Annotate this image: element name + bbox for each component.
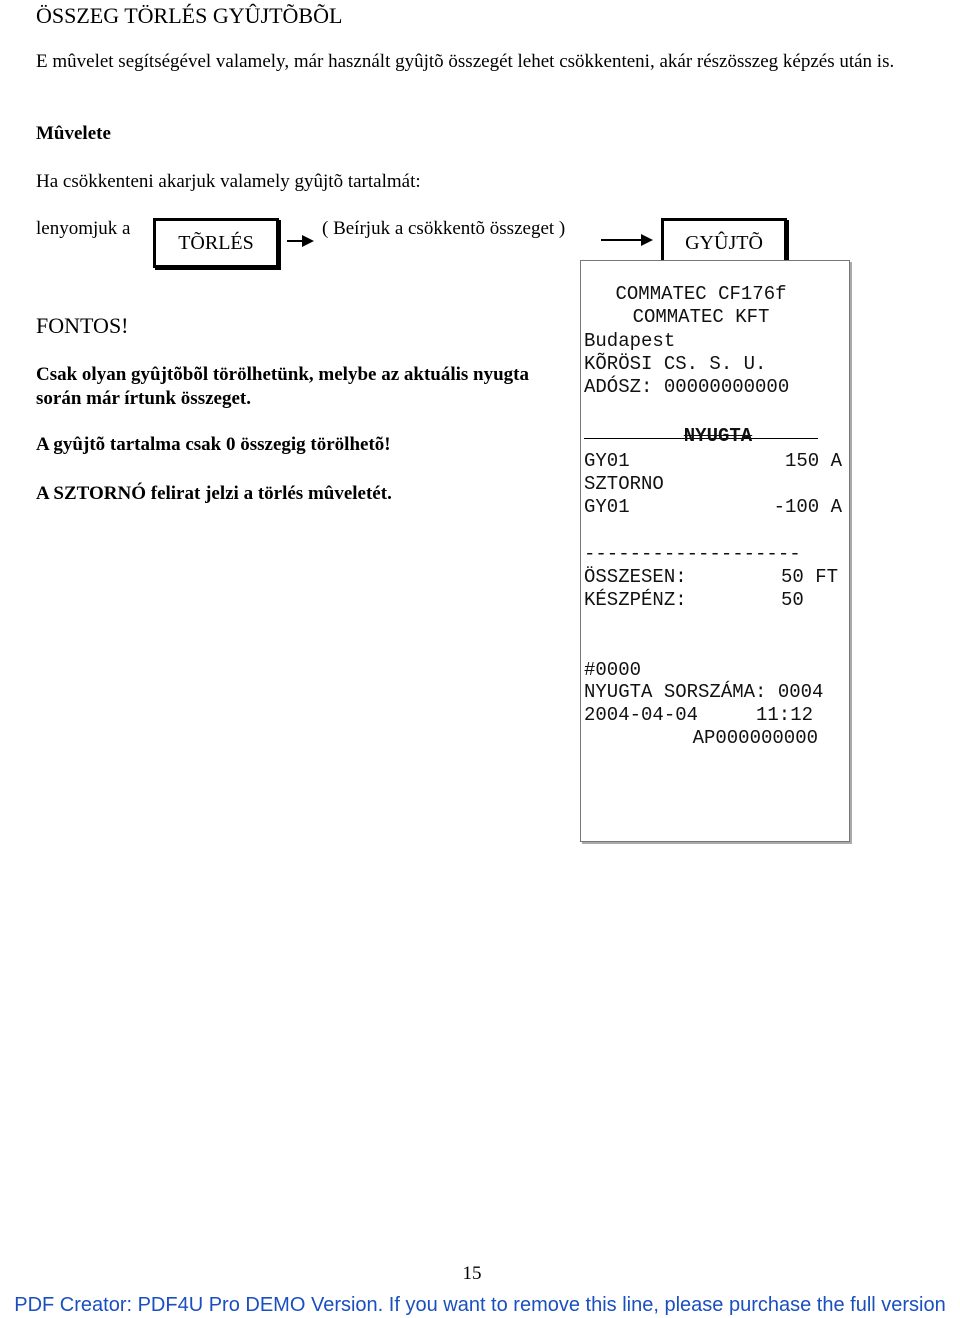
torles-key-label: TÕRLÉS bbox=[178, 232, 254, 254]
receipt-cash-label: KÉSZPÉNZ: bbox=[584, 589, 687, 611]
operation-heading: Mûvelete bbox=[36, 123, 111, 144]
arrow-right-icon bbox=[286, 226, 316, 250]
intro-paragraph: E mûvelet segítségével valamely, már használt gyûjtõ összegét lehet csökkenteni, akár részösszeg képzés után is. bbox=[36, 51, 895, 72]
receipt-total-label: ÖSSZESEN: bbox=[584, 566, 687, 588]
receipt-header-1: COMMATEC CF176f bbox=[615, 283, 787, 305]
torles-key bbox=[153, 218, 279, 268]
receipt-tax-id: ADÓSZ: 00000000000 bbox=[584, 376, 790, 398]
receipt-item-1-name: GY01 bbox=[584, 450, 630, 472]
receipt-time: 11:12 bbox=[756, 704, 814, 726]
press-label: lenyomjuk a bbox=[36, 218, 131, 239]
receipt-header-2: COMMATEC KFT bbox=[632, 306, 770, 328]
demo-footer: PDF Creator: PDF4U Pro DEMO Version. If you want to remove this line, please purchase the full version bbox=[14, 1294, 946, 1316]
receipt-date: 2004-04-04 bbox=[584, 704, 699, 726]
notes-heading: FONTOS! bbox=[36, 313, 129, 338]
note-1-line-2: során már írtunk összeget. bbox=[36, 388, 251, 409]
receipt-cash-value: 50 bbox=[781, 589, 804, 611]
note-1-line-1: Csak olyan gyûjtõbõl törölhetünk, melybe az aktuális nyugta bbox=[36, 364, 530, 385]
receipt-separator: ------------------- bbox=[584, 543, 801, 565]
receipt-item-2-name: GY01 bbox=[584, 496, 630, 518]
receipt-total-value: 50 FT bbox=[781, 566, 839, 588]
enter-amount-text: ( Beírjuk a csökkentõ összeget ) bbox=[322, 218, 566, 239]
page-number: 15 bbox=[462, 1263, 482, 1284]
arrow-right-icon bbox=[600, 226, 656, 250]
receipt-street: KÕRÖSI CS. S. U. bbox=[584, 353, 767, 375]
receipt-item-2-amount: -100 A bbox=[773, 496, 842, 518]
receipt-ap-code: AP000000000 bbox=[692, 727, 818, 749]
gyujto-key-label: GYÛJTÕ bbox=[685, 232, 763, 254]
receipt-serial: NYUGTA SORSZÁMA: 0004 bbox=[584, 681, 824, 703]
page-title: ÖSSZEG TÖRLÉS GYÛJTÕBÕL bbox=[36, 3, 343, 28]
receipt-doc-type: NYUGTA bbox=[683, 425, 753, 447]
note-2: A gyûjtõ tartalma csak 0 összegig törölhetõ! bbox=[36, 434, 391, 455]
note-3: A SZTORNÓ felirat jelzi a törlés mûveletét. bbox=[36, 483, 392, 504]
receipt-number: #0000 bbox=[584, 659, 642, 681]
receipt-city: Budapest bbox=[584, 330, 676, 352]
receipt-item-1-amount: 150 A bbox=[784, 450, 842, 472]
operation-description: Ha csökkenteni akarjuk valamely gyûjtõ tartalmát: bbox=[36, 171, 421, 192]
receipt-storno-label: SZTORNO bbox=[584, 473, 664, 495]
